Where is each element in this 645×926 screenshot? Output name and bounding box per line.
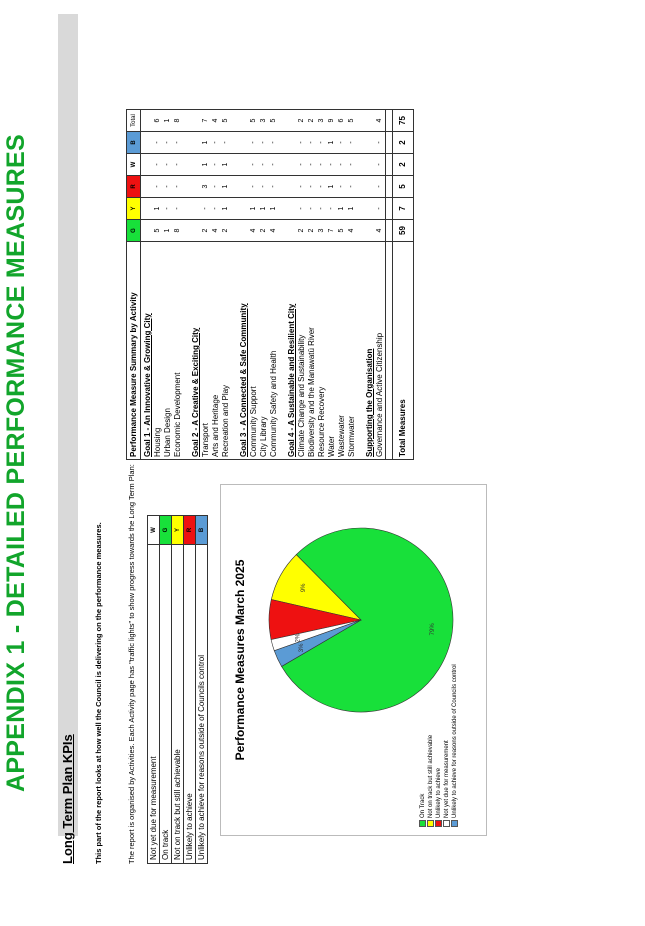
w-cell: - bbox=[317, 154, 327, 176]
pie-data-label: 3% bbox=[298, 643, 305, 653]
w-cell bbox=[189, 154, 201, 176]
pie-data-label: 2% bbox=[295, 633, 302, 643]
legend-entry bbox=[451, 664, 458, 827]
r-cell: 1 bbox=[327, 176, 337, 198]
total-cell: 2 bbox=[307, 110, 317, 132]
r-cell: - bbox=[211, 176, 221, 198]
table-row bbox=[337, 110, 347, 460]
key-label: Unlikely to achieve for reasons outside of Councils control bbox=[196, 545, 208, 864]
table-row bbox=[153, 110, 163, 460]
key-row bbox=[148, 516, 160, 864]
table-row bbox=[375, 110, 386, 460]
b-cell: - bbox=[259, 132, 269, 154]
table-row bbox=[249, 110, 259, 460]
y-cell: 1 bbox=[269, 198, 279, 220]
b-cell: - bbox=[249, 132, 259, 154]
b-cell: - bbox=[337, 132, 347, 154]
legend-label: On Track bbox=[420, 793, 427, 818]
goal-row bbox=[285, 110, 297, 460]
total-cell: 9 bbox=[327, 110, 337, 132]
key-code: R bbox=[184, 516, 196, 545]
key-row bbox=[172, 516, 184, 864]
activity-cell: Recreation and Play bbox=[221, 242, 231, 460]
g-cell: 2 bbox=[297, 220, 307, 242]
intro-text: This part of the report looks at how well the Council is delivering on the performance measures. bbox=[94, 522, 103, 864]
b-cell: - bbox=[347, 132, 357, 154]
b-cell bbox=[363, 132, 375, 154]
activity-cell: Supporting the Organisation bbox=[363, 242, 375, 460]
key-row bbox=[196, 516, 208, 864]
legend-entry bbox=[435, 768, 442, 827]
b-cell: - bbox=[173, 132, 183, 154]
r-cell bbox=[141, 176, 154, 198]
y-cell: 1 bbox=[347, 198, 357, 220]
activity-cell: Arts and Heritage bbox=[211, 242, 221, 460]
b-cell: - bbox=[269, 132, 279, 154]
legend-swatch bbox=[427, 820, 434, 827]
y-cell: 7 bbox=[393, 198, 414, 220]
activity-cell: Goal 1 - An Innovative & Growing City bbox=[141, 242, 154, 460]
total-cell: 6 bbox=[337, 110, 347, 132]
w-cell bbox=[141, 154, 154, 176]
b-cell: B bbox=[127, 132, 141, 154]
w-cell: - bbox=[347, 154, 357, 176]
total-cell: 5 bbox=[221, 110, 231, 132]
key-code: W bbox=[148, 516, 160, 545]
g-cell: G bbox=[127, 220, 141, 242]
g-cell: 4 bbox=[375, 220, 386, 242]
key-label: Not yet due for measurement bbox=[148, 545, 160, 864]
b-cell bbox=[386, 132, 393, 154]
table-row bbox=[201, 110, 211, 460]
activity-cell: Biodiversity and the Manawatū River bbox=[307, 242, 317, 460]
goal-row bbox=[363, 110, 375, 460]
y-cell bbox=[189, 198, 201, 220]
y-cell: 1 bbox=[153, 198, 163, 220]
y-cell bbox=[237, 198, 249, 220]
activity-cell: Governance and Active Citizenship bbox=[375, 242, 386, 460]
key-row bbox=[160, 516, 172, 864]
activity-cell: Economic Development bbox=[173, 242, 183, 460]
w-cell: - bbox=[327, 154, 337, 176]
activity-cell: Resource Recovery bbox=[317, 242, 327, 460]
g-cell: 4 bbox=[211, 220, 221, 242]
legend-swatch bbox=[443, 820, 450, 827]
y-cell bbox=[285, 198, 297, 220]
total-cell: 3 bbox=[317, 110, 327, 132]
b-cell: - bbox=[317, 132, 327, 154]
total-cell bbox=[285, 110, 297, 132]
key-code: Y bbox=[172, 516, 184, 545]
r-cell bbox=[363, 176, 375, 198]
g-cell bbox=[386, 220, 393, 242]
chart-title: Performance Measures March 2025 bbox=[233, 559, 247, 761]
table-row bbox=[173, 110, 183, 460]
g-cell: 59 bbox=[393, 220, 414, 242]
r-cell: - bbox=[337, 176, 347, 198]
y-cell: 1 bbox=[249, 198, 259, 220]
table-row bbox=[327, 110, 337, 460]
g-cell: 2 bbox=[221, 220, 231, 242]
y-cell bbox=[363, 198, 375, 220]
y-cell: - bbox=[327, 198, 337, 220]
spacer-row bbox=[386, 110, 393, 460]
b-cell bbox=[189, 132, 201, 154]
w-cell bbox=[237, 154, 249, 176]
legend-label: Unlikely to achieve for reasons outside of Councils control bbox=[452, 664, 459, 818]
total-cell: 5 bbox=[347, 110, 357, 132]
total-cell: 8 bbox=[173, 110, 183, 132]
legend-swatch bbox=[451, 820, 458, 827]
table-row bbox=[211, 110, 221, 460]
performance-summary-table bbox=[126, 109, 414, 460]
y-cell bbox=[386, 198, 393, 220]
key-label: On track bbox=[160, 545, 172, 864]
goal-row bbox=[189, 110, 201, 460]
y-cell: Y bbox=[127, 198, 141, 220]
w-cell: - bbox=[211, 154, 221, 176]
b-cell bbox=[237, 132, 249, 154]
w-cell bbox=[285, 154, 297, 176]
w-cell bbox=[363, 154, 375, 176]
table-row bbox=[347, 110, 357, 460]
w-cell: W bbox=[127, 154, 141, 176]
pie-data-label: 79% bbox=[430, 623, 437, 636]
g-cell: 4 bbox=[249, 220, 259, 242]
total-cell: 6 bbox=[153, 110, 163, 132]
activity-cell: Urban Design bbox=[163, 242, 173, 460]
pie-chart-panel bbox=[220, 484, 487, 836]
b-cell: - bbox=[153, 132, 163, 154]
table-row bbox=[163, 110, 173, 460]
w-cell: - bbox=[259, 154, 269, 176]
y-cell: - bbox=[297, 198, 307, 220]
b-cell: - bbox=[297, 132, 307, 154]
r-cell: - bbox=[173, 176, 183, 198]
w-cell: - bbox=[153, 154, 163, 176]
activity-cell: Total Measures bbox=[393, 242, 414, 460]
y-cell: - bbox=[201, 198, 211, 220]
r-cell: - bbox=[259, 176, 269, 198]
r-cell: 5 bbox=[393, 176, 414, 198]
traffic-light-key bbox=[147, 515, 208, 864]
g-cell bbox=[363, 220, 375, 242]
r-cell bbox=[189, 176, 201, 198]
g-cell: 1 bbox=[163, 220, 173, 242]
r-cell: - bbox=[163, 176, 173, 198]
b-cell: 2 bbox=[393, 132, 414, 154]
y-cell: 1 bbox=[221, 198, 231, 220]
key-label: Unlikely to achieve bbox=[184, 545, 196, 864]
b-cell: - bbox=[211, 132, 221, 154]
b-cell: - bbox=[307, 132, 317, 154]
w-cell: - bbox=[375, 154, 386, 176]
w-cell: 1 bbox=[221, 154, 231, 176]
r-cell: - bbox=[307, 176, 317, 198]
b-cell: 1 bbox=[201, 132, 211, 154]
g-cell bbox=[141, 220, 154, 242]
y-cell: 1 bbox=[337, 198, 347, 220]
r-cell bbox=[237, 176, 249, 198]
y-cell: 1 bbox=[259, 198, 269, 220]
table-row bbox=[269, 110, 279, 460]
g-cell: 5 bbox=[337, 220, 347, 242]
b-cell: 1 bbox=[327, 132, 337, 154]
w-cell: - bbox=[307, 154, 317, 176]
w-cell: 1 bbox=[201, 154, 211, 176]
total-cell: Total bbox=[127, 110, 141, 132]
section-header-bar bbox=[58, 14, 78, 836]
r-cell: 3 bbox=[201, 176, 211, 198]
pie-data-label: 9% bbox=[301, 583, 308, 593]
total-cell: 5 bbox=[249, 110, 259, 132]
activity-cell: Stormwater bbox=[347, 242, 357, 460]
g-cell: 5 bbox=[153, 220, 163, 242]
legend-label: Unlikely to achieve bbox=[436, 767, 443, 818]
g-cell: 4 bbox=[269, 220, 279, 242]
w-cell: - bbox=[249, 154, 259, 176]
total-cell: 75 bbox=[393, 110, 414, 132]
r-cell: - bbox=[153, 176, 163, 198]
g-cell: 3 bbox=[317, 220, 327, 242]
g-cell: 2 bbox=[259, 220, 269, 242]
g-cell bbox=[285, 220, 297, 242]
activity-cell: Community Support bbox=[249, 242, 259, 460]
total-cell: 5 bbox=[269, 110, 279, 132]
b-cell: - bbox=[375, 132, 386, 154]
y-cell: - bbox=[173, 198, 183, 220]
g-cell: 8 bbox=[173, 220, 183, 242]
y-cell bbox=[141, 198, 154, 220]
legend-entry bbox=[427, 735, 434, 827]
legend-entry bbox=[443, 740, 450, 827]
total-cell: 4 bbox=[375, 110, 386, 132]
g-cell: 4 bbox=[347, 220, 357, 242]
y-cell: - bbox=[211, 198, 221, 220]
y-cell: - bbox=[317, 198, 327, 220]
description-text: The report is organised by Activities. Each Activity page has "traffic lights" to show progress towards the Long Term Plan: bbox=[127, 464, 136, 864]
g-cell bbox=[189, 220, 201, 242]
r-cell: - bbox=[269, 176, 279, 198]
total-cell bbox=[237, 110, 249, 132]
activity-cell: Wastewater bbox=[337, 242, 347, 460]
b-cell bbox=[285, 132, 297, 154]
page-title: APPENDIX 1 - DETAILED PERFORMANCE MEASURES bbox=[2, 133, 30, 793]
activity-cell: Goal 4 - A Sustainable and Resilient City bbox=[285, 242, 297, 460]
legend-label: Not yet due for measurement bbox=[444, 740, 451, 818]
r-cell: - bbox=[249, 176, 259, 198]
activity-cell: Goal 3 - A Connected & Safe Community bbox=[237, 242, 249, 460]
g-cell: 2 bbox=[307, 220, 317, 242]
activity-cell: Climate Change and Sustainability bbox=[297, 242, 307, 460]
w-cell: - bbox=[173, 154, 183, 176]
activity-cell: Housing bbox=[153, 242, 163, 460]
r-cell: - bbox=[317, 176, 327, 198]
w-cell: - bbox=[163, 154, 173, 176]
goal-row bbox=[141, 110, 154, 460]
w-cell: 2 bbox=[393, 154, 414, 176]
b-cell: - bbox=[163, 132, 173, 154]
table-row bbox=[221, 110, 231, 460]
r-cell: - bbox=[297, 176, 307, 198]
w-cell: - bbox=[297, 154, 307, 176]
total-cell bbox=[363, 110, 375, 132]
table-header-row bbox=[127, 110, 141, 460]
total-cell: 7 bbox=[201, 110, 211, 132]
r-cell: - bbox=[347, 176, 357, 198]
table-row bbox=[307, 110, 317, 460]
total-cell bbox=[386, 110, 393, 132]
activity-cell: Goal 2 - A Creative & Exciting City bbox=[189, 242, 201, 460]
w-cell bbox=[386, 154, 393, 176]
r-cell bbox=[386, 176, 393, 198]
legend-swatch bbox=[419, 820, 426, 827]
b-cell bbox=[141, 132, 154, 154]
total-cell: 2 bbox=[297, 110, 307, 132]
b-cell: - bbox=[221, 132, 231, 154]
activity-cell: Community Safety and Health bbox=[269, 242, 279, 460]
r-cell: - bbox=[375, 176, 386, 198]
legend-swatch bbox=[435, 820, 442, 827]
g-cell: 7 bbox=[327, 220, 337, 242]
y-cell: - bbox=[307, 198, 317, 220]
total-cell bbox=[189, 110, 201, 132]
total-cell: 3 bbox=[259, 110, 269, 132]
y-cell: - bbox=[375, 198, 386, 220]
table-row bbox=[317, 110, 327, 460]
key-label: Not on track but still achievable bbox=[172, 545, 184, 864]
g-cell: 2 bbox=[201, 220, 211, 242]
total-row bbox=[393, 110, 414, 460]
key-code: B bbox=[196, 516, 208, 545]
table-row bbox=[259, 110, 269, 460]
key-row bbox=[184, 516, 196, 864]
w-cell: - bbox=[269, 154, 279, 176]
legend-entry bbox=[419, 794, 426, 827]
r-cell: 1 bbox=[221, 176, 231, 198]
r-cell bbox=[285, 176, 297, 198]
total-cell: 1 bbox=[163, 110, 173, 132]
key-code: G bbox=[160, 516, 172, 545]
activity-cell bbox=[386, 242, 393, 460]
total-cell bbox=[141, 110, 154, 132]
r-cell: R bbox=[127, 176, 141, 198]
activity-cell: Transport bbox=[201, 242, 211, 460]
activity-cell: City Library bbox=[259, 242, 269, 460]
y-cell: - bbox=[163, 198, 173, 220]
total-cell: 4 bbox=[211, 110, 221, 132]
activity-cell: Water bbox=[327, 242, 337, 460]
table-row bbox=[297, 110, 307, 460]
w-cell: - bbox=[337, 154, 347, 176]
activity-cell: Performance Measure Summary by Activity bbox=[127, 242, 141, 460]
legend-label: Not on track but still achievable bbox=[428, 734, 435, 818]
goal-row bbox=[237, 110, 249, 460]
g-cell bbox=[237, 220, 249, 242]
section-heading: Long Term Plan KPIs bbox=[60, 734, 75, 864]
